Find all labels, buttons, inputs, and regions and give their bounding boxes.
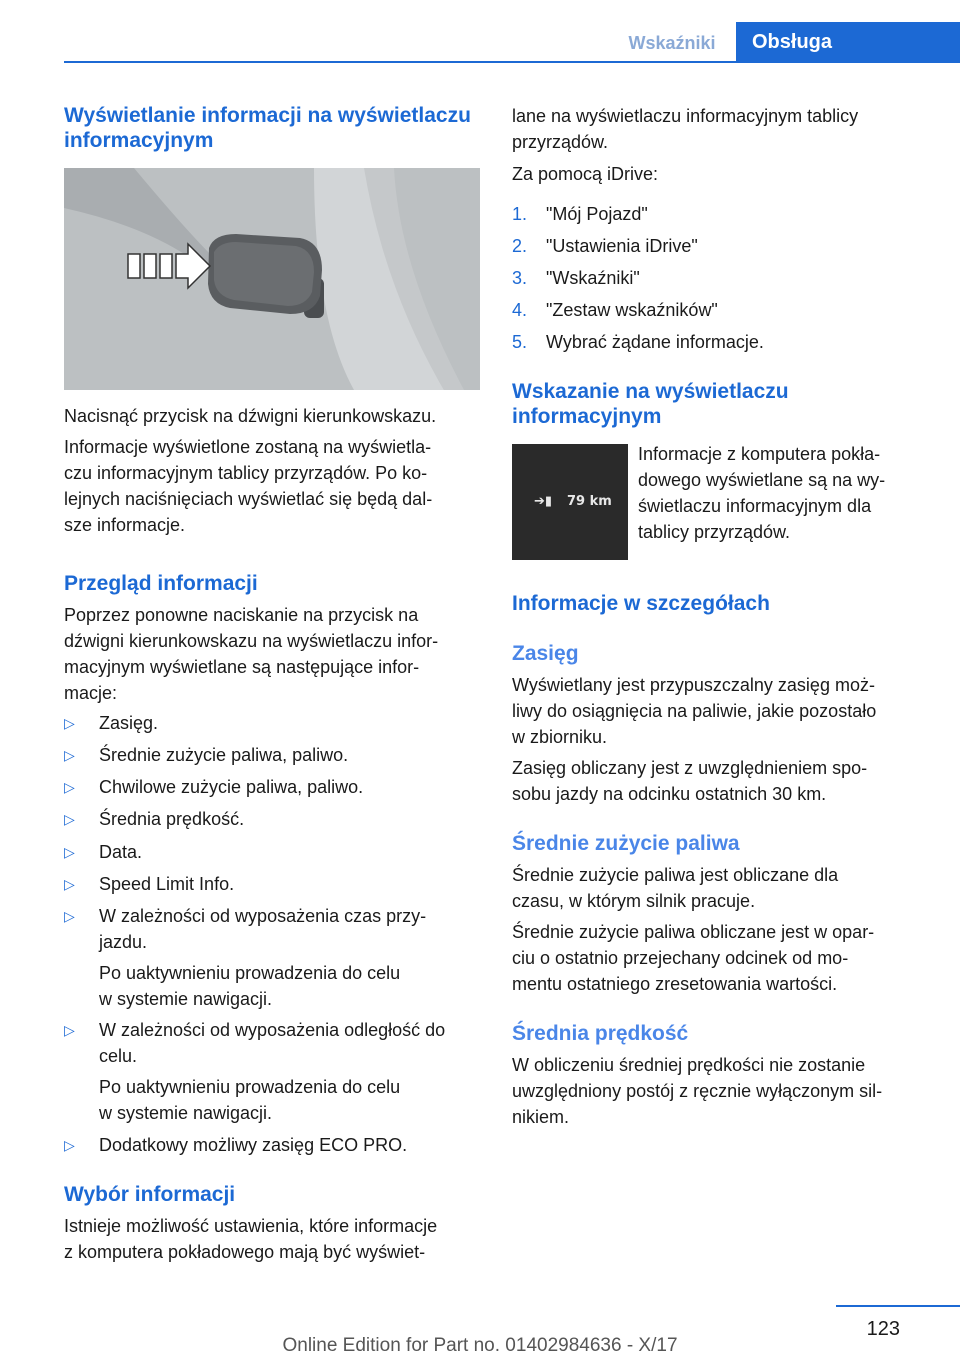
bullet-triangle-icon: ▷ bbox=[64, 844, 75, 860]
list-item: W zależności od wyposażenia odległość do bbox=[99, 1020, 446, 1040]
heading-select: Wybór informacji bbox=[64, 1183, 236, 1206]
step-item: "Zestaw wskaźników" bbox=[546, 300, 718, 320]
list-item-note: Po uaktywnieniu prowadzenia do celu bbox=[99, 963, 401, 983]
heading-details: Informacje w szczegółach bbox=[512, 592, 770, 615]
heading-indication-1: Wskazanie na wyświetlaczu bbox=[512, 380, 789, 403]
lever-illustration bbox=[64, 168, 480, 390]
paragraph-info-2: czu informacyjnym tablicy przyrządów. Po ko- bbox=[64, 463, 428, 483]
paragraph-avgcons1-2: czasu, w którym silnik pracuje. bbox=[512, 891, 756, 911]
step-number: 1. bbox=[512, 204, 528, 224]
list-item: Chwilowe zużycie paliwa, paliwo. bbox=[99, 777, 364, 797]
paragraph-avgcons2-2: ciu o ostatnio przejechany odcinek od mo- bbox=[512, 948, 849, 968]
heading-overview: Przegląd informacji bbox=[64, 572, 258, 595]
paragraph-select-1: Istnieje możliwość ustawienia, które informacje bbox=[64, 1216, 438, 1236]
paragraph-indication-1: Informacje z komputera pokła- bbox=[638, 444, 881, 464]
paragraph-range1-2: liwy do osiągnięcia na paliwie, jakie pozostało bbox=[512, 701, 877, 721]
bullet-triangle-icon: ▷ bbox=[64, 876, 75, 892]
header-rule bbox=[64, 61, 960, 63]
paragraph-avgspeed-2: uwzględniony postój z ręcznie wyłączonym sil- bbox=[512, 1081, 883, 1101]
list-item-cont: jazdu. bbox=[99, 932, 148, 952]
paragraph-avgspeed-1: W obliczeniu średniej prędkości nie zostanie bbox=[512, 1055, 866, 1075]
paragraph-idrive: Za pomocą iDrive: bbox=[512, 164, 659, 184]
heading-indication-2: informacyjnym bbox=[512, 405, 662, 428]
step-number: 5. bbox=[512, 332, 528, 352]
paragraph-range2-2: sobu jazdy na odcinku ostatnich 30 km. bbox=[512, 784, 827, 804]
bullet-triangle-icon: ▷ bbox=[64, 747, 75, 763]
paragraph-overview-1: Poprzez ponowne naciskanie na przycisk na bbox=[64, 605, 419, 625]
step-item: "Mój Pojazd" bbox=[546, 204, 648, 224]
list-item: W zależności od wyposażenia czas przy- bbox=[99, 906, 427, 926]
paragraph-select-2: z komputera pokładowego mają być wyświet- bbox=[64, 1242, 426, 1262]
paragraph-press: Nacisnąć przycisk na dźwigni kierunkowskazu. bbox=[64, 406, 437, 426]
paragraph-avgspeed-3: nikiem. bbox=[512, 1107, 570, 1127]
edition-footer: Online Edition for Part no. 01402984636 - X/17 bbox=[282, 1335, 678, 1356]
page-number: 123 bbox=[866, 1318, 900, 1340]
bullet-triangle-icon: ▷ bbox=[64, 908, 75, 924]
step-number: 4. bbox=[512, 300, 528, 320]
footer-rule bbox=[836, 1305, 960, 1307]
paragraph-indication-2: dowego wyświetlane są na wy- bbox=[638, 470, 886, 490]
tab-obsluga[interactable]: Obsługa bbox=[736, 22, 960, 63]
paragraph-cont-1: lane na wyświetlaczu informacyjnym tablicy bbox=[512, 106, 859, 126]
paragraph-avgcons1-1: Średnie zużycie paliwa jest obliczane dla bbox=[512, 865, 839, 885]
paragraph-range1-1: Wyświetlany jest przypuszczalny zasięg moż- bbox=[512, 675, 875, 695]
paragraph-info-1: Informacje wyświetlone zostaną na wyświetla- bbox=[64, 437, 432, 457]
paragraph-avgcons2-1: Średnie zużycie paliwa obliczane jest w opar- bbox=[512, 922, 875, 942]
paragraph-overview-4: macje: bbox=[64, 683, 118, 703]
step-item: "Wskaźniki" bbox=[546, 268, 640, 288]
fuel-range-icon: ➔▮ bbox=[534, 494, 553, 509]
step-number: 3. bbox=[512, 268, 528, 288]
bullet-triangle-icon: ▷ bbox=[64, 779, 75, 795]
list-item: Średnia prędkość. bbox=[99, 809, 245, 829]
info-display-figure bbox=[512, 444, 628, 560]
paragraph-indication-3: świetlaczu informacyjnym dla bbox=[638, 496, 872, 516]
paragraph-cont-2: przyrządów. bbox=[512, 132, 609, 152]
step-item: Wybrać żądane informacje. bbox=[546, 332, 764, 352]
list-item: Speed Limit Info. bbox=[99, 874, 235, 894]
bullet-triangle-icon: ▷ bbox=[64, 1137, 75, 1153]
list-item-note: w systemie nawigacji. bbox=[99, 1103, 273, 1123]
list-item-note: Po uaktywnieniu prowadzenia do celu bbox=[99, 1077, 401, 1097]
list-item: Średnie zużycie paliwa, paliwo. bbox=[99, 745, 349, 765]
list-item: Data. bbox=[99, 842, 143, 862]
heading-avg-speed: Średnia prędkość bbox=[512, 1022, 689, 1045]
list-item-cont: celu. bbox=[99, 1046, 138, 1066]
step-item: "Ustawienia iDrive" bbox=[546, 236, 698, 256]
heading-range: Zasięg bbox=[512, 642, 579, 665]
paragraph-overview-3: macyjnym wyświetlane są następujące infor- bbox=[64, 657, 420, 677]
bullet-triangle-icon: ▷ bbox=[64, 715, 75, 731]
heading-display: Wyświetlanie informacji na wyświetlaczu informacyjnym bbox=[64, 104, 471, 152]
turn-signal-lever-figure bbox=[64, 168, 480, 390]
bullet-triangle-icon: ▷ bbox=[64, 1022, 75, 1038]
paragraph-info-3: lejnych naciśnięciach wyświetlać się będą dal- bbox=[64, 489, 433, 509]
bullet-triangle-icon: ▷ bbox=[64, 811, 75, 827]
paragraph-indication-4: tablicy przyrządów. bbox=[638, 522, 791, 542]
paragraph-avgcons2-3: mentu ostatniego zresetowania wartości. bbox=[512, 974, 838, 994]
tab-wskazniki[interactable]: Wskaźniki bbox=[628, 33, 716, 53]
list-item: Dodatkowy możliwy zasięg ECO PRO. bbox=[99, 1135, 408, 1155]
step-number: 2. bbox=[512, 236, 528, 256]
paragraph-overview-2: dźwigni kierunkowskazu na wyświetlaczu infor- bbox=[64, 631, 439, 651]
list-item: Zasięg. bbox=[99, 713, 159, 733]
display-value: 79 km bbox=[567, 494, 612, 509]
paragraph-info-4: sze informacje. bbox=[64, 515, 186, 535]
paragraph-range1-3: w zbiorniku. bbox=[512, 727, 608, 747]
paragraph-range2-1: Zasięg obliczany jest z uwzględnieniem spo- bbox=[512, 758, 868, 778]
heading-avg-consumption: Średnie zużycie paliwa bbox=[512, 832, 740, 855]
list-item-note: w systemie nawigacji. bbox=[99, 989, 273, 1009]
